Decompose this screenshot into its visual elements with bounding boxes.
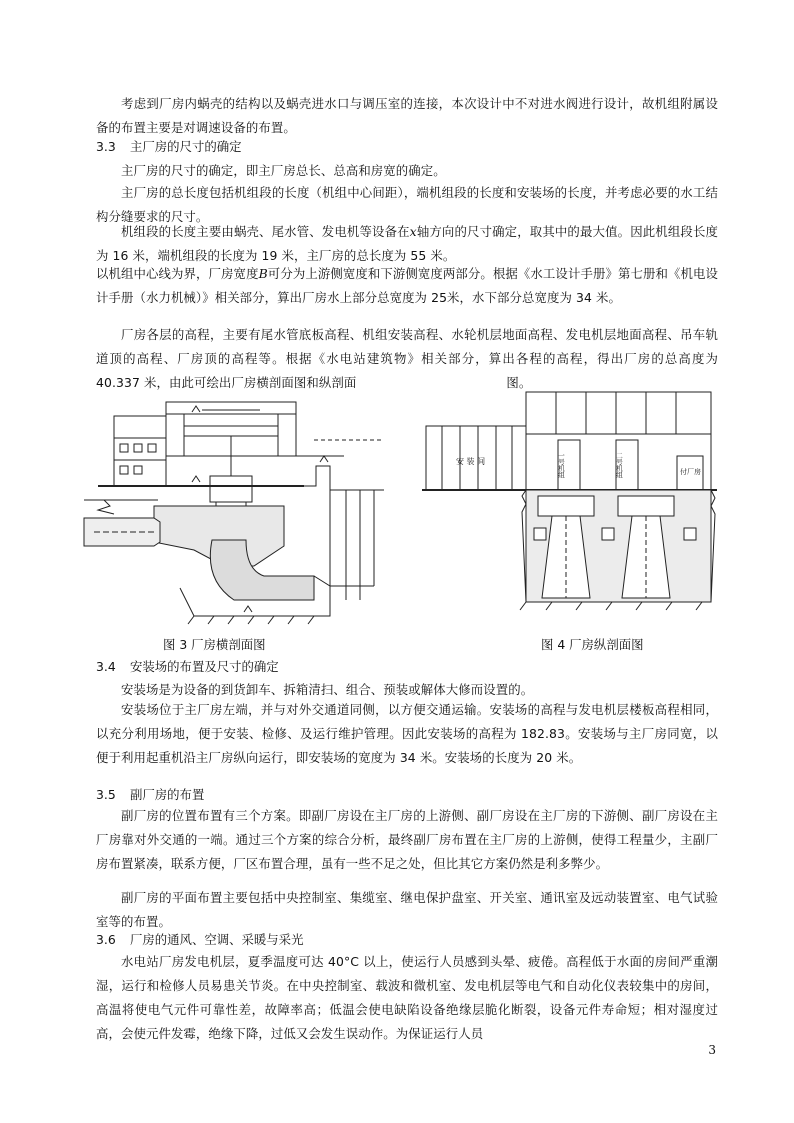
section-heading xyxy=(96,930,303,950)
paragraph-text: 可分为上游侧宽度和下游侧宽度两部分。根据《水工设计手册》第七册和《机电设计手册（水力机械）》相关部分，算出厂房水上部分总宽度为 25米，水下部分总宽度为 34 米。 xyxy=(96,266,718,305)
paragraph: 副厂房的位置布置有三个方案。即副厂房设在主厂房的上游侧、副厂房设在主厂房的下游侧、副厂房设在主厂房靠对外交通的一端。通过三个方案的综合分析，最终副厂房布置在主厂房的上游侧，使得工程量少，主副厂房布置紧凑，联系方便，厂区布置合理，虽有一些不足之处，但比其它方案仍然是利多弊少。 xyxy=(96,808,718,871)
section-heading xyxy=(96,137,242,157)
section-number: 3.3 xyxy=(96,139,116,154)
paragraph-text: 轴方向的尺寸确定，取其中的最大值。因此机组段长度为 16 米，端机组段的长度为 19 米，主厂房的总长度为 55 米。 xyxy=(96,224,718,263)
section-title: 主厂房的尺寸的确定 xyxy=(130,139,242,154)
paragraph: 副厂房的平面布置主要包括中央控制室、集缆室、继电保护盘室、开关室、通讯室及远动装置室、电气试验室等的布置。 xyxy=(96,890,718,929)
section-heading xyxy=(96,657,279,677)
figure-4-aux-label: 付厂房 xyxy=(680,468,701,476)
paragraph-text: 机组段的长度主要由蜗壳、尾水管、发电机等设备在 xyxy=(121,224,410,239)
paragraph xyxy=(96,262,718,310)
paragraph: 主厂房的总长度包括机组段的长度（机组中心间距），端机组段的长度和安装场的长度，并考虑必要的水工结构分缝要求的尺寸。 xyxy=(96,185,718,224)
paragraph: 安装场位于主厂房左端，并与对外交通道同侧，以方便交通运输。安装场的高程与发电机层楼板高程相同，以充分利用场地，便于安装、检修、及运行维护管理。因此安装场的高程为 182.83。安装场与主厂房同宽，以便于利用起重机沿主厂房纵向运行，即安装场的宽度为 34 米。安装场的长度为 20 米。 xyxy=(96,702,718,765)
figure-3-cross-section xyxy=(84,390,394,638)
figure-4-longitudinal-section xyxy=(422,392,717,612)
math-symbol: x xyxy=(409,224,417,239)
section-title: 厂房的通风、空调、采暖与采光 xyxy=(130,932,304,947)
figure-3-caption: 图 3 厂房横剖面图 xyxy=(163,637,266,652)
section-number: 3.6 xyxy=(96,932,116,947)
paragraph: 主厂房的尺寸的确定，即主厂房总长、总高和房宽的确定。 xyxy=(121,163,446,178)
section-number: 3.5 xyxy=(96,787,116,802)
paragraph: 水电站厂房发电机层，夏季温度可达 40°C 以上，使运行人员感到头晕、疲倦。高程低于水面的房间严重潮湿，运行和检修人员易患关节炎。在中央控制室、载波和微机室、发电机层等电气和自动化仪表较集中的房间，高温将使电气元件可靠性差，故障率高；低温会使电缺陷设备绝缘层脆化断裂，设备元件寿命短；相对湿度过高，会使元件发霉，绝缘下降，过低又会发生误动作。为保证运行人员 xyxy=(96,954,718,1041)
math-symbol: B xyxy=(258,266,268,281)
page-number: 3 xyxy=(708,1043,716,1057)
figure-4-caption: 图 4 厂房纵剖面图 xyxy=(541,637,644,652)
paragraph-text: 图。 xyxy=(506,375,532,390)
paragraph: 安装场是为设备的到货卸车、拆箱清扫、组合、预装或解体大修而设置的。 xyxy=(121,682,534,697)
figure-4-unit-2-label: 二号机组 xyxy=(615,452,623,478)
section-heading xyxy=(96,785,204,805)
paragraph xyxy=(96,323,718,395)
paragraph-text: 厂房各层的高程，主要有尾水管底板高程、机组安装高程、水轮机层地面高程、发电机层地面高程、吊车轨道顶的高程、厂房顶的高程等。根据《水电站建筑物》相关部分，算出各程的高程，得出厂房的总高度为 40.337 米，由此可绘出厂房横剖面图和纵剖面 xyxy=(96,327,718,390)
paragraph xyxy=(96,220,718,268)
paragraph: 考虑到厂房内蜗壳的结构以及蜗壳进水口与调压室的连接，本次设计中不对进水阀进行设计，故机组附属设备的布置主要是对调速设备的布置。 xyxy=(96,96,718,135)
section-title: 安装场的布置及尺寸的确定 xyxy=(130,659,279,674)
figure-4-unit-1-label: 一号机组 xyxy=(557,452,565,478)
paragraph-text: 以机组中心线为界，厂房宽度 xyxy=(96,266,259,281)
section-number: 3.4 xyxy=(96,659,116,674)
figure-4-assembly-bay-label: 安 装 间 xyxy=(456,457,486,466)
section-title: 副厂房的布置 xyxy=(130,787,205,802)
